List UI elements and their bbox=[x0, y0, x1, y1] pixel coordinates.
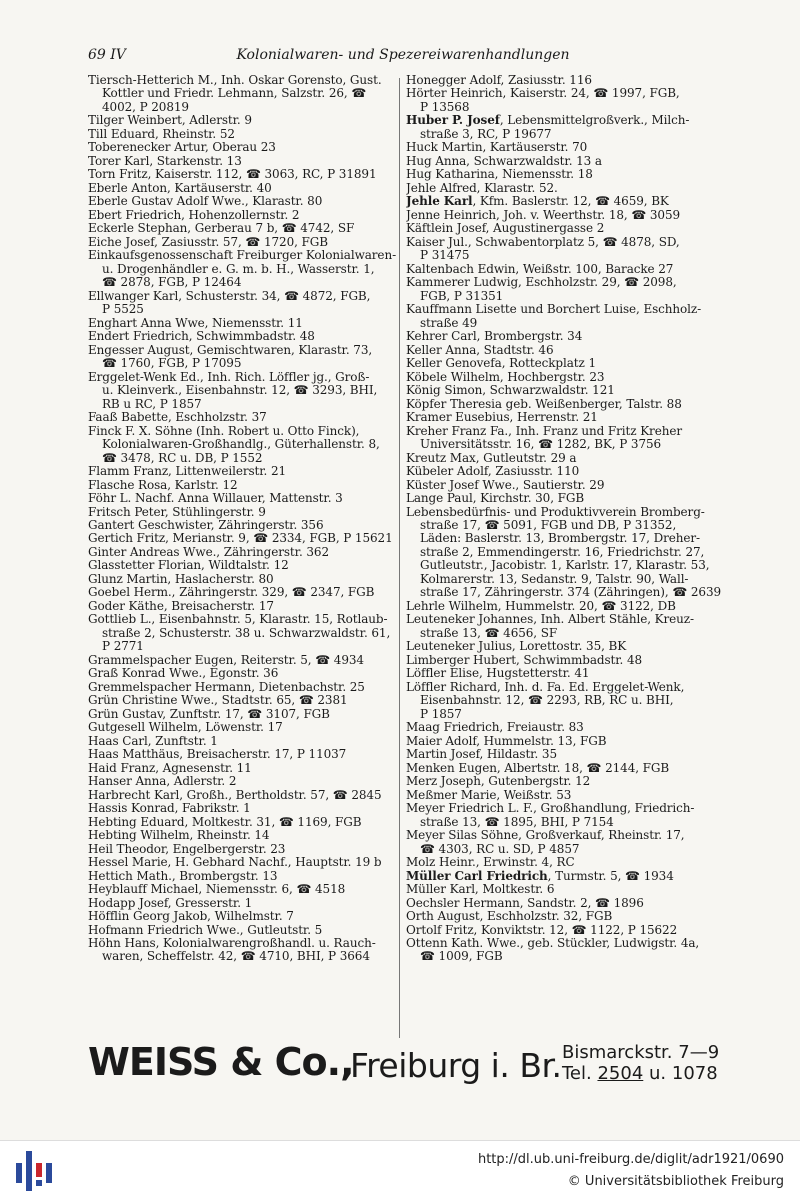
directory-entry: Torn Fritz, Kaiserstr. 112, ☎ 3063, RC, P 31891 bbox=[88, 168, 377, 182]
ad-address: Bismarckstr. 7—9 bbox=[562, 1042, 720, 1063]
directory-entry: straße 17, ☎ 5091, FGB und DB, P 31352, bbox=[420, 518, 677, 532]
directory-entry: Hessel Marie, H. Gebhard Nachf., Hauptstr. 19 b bbox=[88, 856, 382, 870]
directory-entry: Huber P. Josef, Lebensmittelgroßverk., Milch- bbox=[406, 114, 690, 128]
copyright-notice: © Universitätsbibliothek Freiburg bbox=[567, 1174, 784, 1189]
directory-entry: Käftlein Josef, Augustinergasse 2 bbox=[406, 222, 605, 236]
directory-entry: P 2771 bbox=[102, 640, 144, 654]
directory-entry: Maier Adolf, Hummelstr. 13, FGB bbox=[406, 734, 607, 748]
directory-entry: Höfflin Georg Jakob, Wilhelmstr. 7 bbox=[88, 910, 294, 924]
directory-entry: Grün Christine Wwe., Stadtstr. 65, ☎ 2381 bbox=[88, 694, 348, 708]
directory-entry: Gremmelspacher Hermann, Dietenbachstr. 25 bbox=[88, 680, 365, 694]
directory-entry: Toberenecker Artur, Oberau 23 bbox=[88, 141, 276, 155]
directory-entry: Jehle Alfred, Klarastr. 52. bbox=[406, 181, 558, 195]
directory-entry: straße 2, Schusterstr. 38 u. Schwarzwaldstr. 61, bbox=[102, 626, 391, 640]
directory-entry: Eberle Gustav Adolf Wwe., Klarastr. 80 bbox=[88, 195, 323, 209]
directory-entry: P 13568 bbox=[420, 100, 470, 114]
directory-entry: straße 3, RC, P 19677 bbox=[420, 127, 552, 141]
directory-entry: Tiersch-Hetterich M., Inh. Oskar Gorensto, Gust. bbox=[88, 74, 382, 87]
directory-entry: Kauffmann Lisette und Borchert Luise, Eschholz- bbox=[406, 303, 702, 317]
directory-entry: straße 2, Emmendingerstr. 16, Friedrichstr. 27, bbox=[420, 545, 705, 559]
directory-entry: Jehle Karl, Kfm. Baslerstr. 12, ☎ 4659, BK bbox=[406, 195, 669, 209]
directory-entry: Löffler Richard, Inh. d. Fa. Ed. Erggelet-Wenk, bbox=[406, 680, 685, 694]
directory-entry: Föhr L. Nachf. Anna Willauer, Mattenstr. 3 bbox=[88, 492, 343, 506]
directory-entry: Enghart Anna Wwe, Niemensstr. 11 bbox=[88, 316, 303, 330]
directory-entry: Kolmarerstr. 13, Sedanstr. 9, Talstr. 90, Wall- bbox=[420, 572, 689, 586]
directory-entry: Heyblauff Michael, Niemensstr. 6, ☎ 4518 bbox=[88, 883, 346, 897]
directory-entry: Flamm Franz, Littenweilerstr. 21 bbox=[88, 465, 287, 479]
directory-entry: Gutgesell Wilhelm, Löwenstr. 17 bbox=[88, 721, 283, 735]
directory-entry: Höhn Hans, Kolonialwarengroßhandl. u. Rauch- bbox=[88, 937, 376, 950]
directory-entry: Maag Friedrich, Freiaustr. 83 bbox=[406, 721, 584, 735]
directory-entry: Martin Josef, Hildastr. 35 bbox=[406, 748, 557, 762]
directory-entry: Meyer Silas Söhne, Großverkauf, Rheinstr. 17, bbox=[406, 829, 685, 843]
directory-entry: Gertich Fritz, Merianstr. 9, ☎ 2334, FGB, P 15621 bbox=[88, 532, 393, 546]
directory-entry: Ebert Friedrich, Hohenzollernstr. 2 bbox=[88, 208, 300, 222]
directory-entry: Hug Katharina, Niemensstr. 18 bbox=[406, 168, 593, 182]
left-directory-column bbox=[88, 74, 410, 964]
directory-entry: Küster Josef Wwe., Sautierstr. 29 bbox=[406, 478, 605, 492]
directory-entry: Oechsler Hermann, Sandstr. 2, ☎ 1896 bbox=[406, 896, 644, 910]
directory-entry: Fritsch Peter, Stühlingerstr. 9 bbox=[88, 505, 266, 519]
directory-entry: straße 13, ☎ 4656, SF bbox=[420, 626, 558, 640]
ad-city: Freiburg i. Br. bbox=[350, 1046, 562, 1085]
directory-entry: Orth August, Eschholzstr. 32, FGB bbox=[406, 910, 613, 924]
directory-entry: Erggelet-Wenk Ed., Inh. Rich. Löffler jg., Groß- bbox=[88, 370, 370, 384]
directory-entry: Kaiser Jul., Schwabentorplatz 5, ☎ 4878, SD, bbox=[406, 235, 680, 249]
directory-entry: P 1857 bbox=[420, 707, 462, 721]
directory-entry: Till Eduard, Rheinstr. 52 bbox=[88, 127, 235, 141]
directory-entry: Lehrle Wilhelm, Hummelstr. 20, ☎ 3122, DB bbox=[406, 599, 676, 613]
page-number: 69 IV bbox=[88, 47, 126, 63]
directory-entry: Löffler Elise, Hugstetterstr. 41 bbox=[406, 667, 590, 681]
directory-entry: Eisenbahnstr. 12, ☎ 2293, RB, RC u. BHI, bbox=[420, 694, 674, 708]
directory-entry: Limberger Hubert, Schwimmbadstr. 48 bbox=[406, 653, 643, 667]
directory-entry: Hassis Konrad, Fabrikstr. 1 bbox=[88, 802, 251, 816]
directory-entry: König Simon, Schwarzwaldstr. 121 bbox=[406, 384, 615, 398]
directory-entry: Läden: Baslerstr. 13, Brombergstr. 17, Dreher- bbox=[420, 532, 700, 546]
directory-entry: Lange Paul, Kirchstr. 30, FGB bbox=[406, 492, 585, 506]
directory-entry: RB u RC, P 1857 bbox=[102, 397, 202, 411]
directory-entry: Einkaufsgenossenschaft Freiburger Kolonialwaren- bbox=[88, 249, 397, 263]
directory-entry: P 5525 bbox=[102, 303, 144, 317]
directory-entry: Faaß Babette, Eschholzstr. 37 bbox=[88, 411, 267, 425]
directory-entry: Leuteneker Johannes, Inh. Albert Stähle, Kreuz- bbox=[406, 613, 694, 627]
directory-entry: Heil Theodor, Engelbergerstr. 23 bbox=[88, 842, 286, 856]
directory-entry: Meßmer Marie, Weißstr. 53 bbox=[406, 788, 572, 802]
directory-entry: Hebting Eduard, Moltkestr. 31, ☎ 1169, FGB bbox=[88, 815, 362, 829]
page-title: Kolonialwaren- und Spezereiwarenhandlungen bbox=[236, 47, 570, 63]
directory-entry: ☎ 1760, FGB, P 17095 bbox=[102, 357, 242, 371]
directory-entry: Köbele Wilhelm, Hochbergstr. 23 bbox=[406, 370, 605, 384]
directory-entry: 4002, P 20819 bbox=[102, 100, 189, 114]
directory-entry: Glasstetter Florian, Wildtalstr. 12 bbox=[88, 559, 289, 573]
directory-entry: Hörter Heinrich, Kaiserstr. 24, ☎ 1997, FGB, bbox=[406, 87, 680, 101]
directory-entry: Kehrer Carl, Brombergstr. 34 bbox=[406, 330, 583, 344]
column-divider bbox=[399, 78, 400, 1038]
directory-entry: Torer Karl, Starkenstr. 13 bbox=[88, 154, 242, 168]
advertisement bbox=[88, 1040, 728, 1088]
directory-entry: Kottler und Friedr. Lehmann, Salzstr. 26, ☎ bbox=[102, 87, 367, 101]
directory-entry: Hebting Wilhelm, Rheinstr. 14 bbox=[88, 829, 270, 843]
directory-entry: Kaltenbach Edwin, Weißstr. 100, Baracke 27 bbox=[406, 262, 674, 276]
directory-entry: Molz Heinr., Erwinstr. 4, RC bbox=[406, 856, 575, 870]
directory-entry: Gantert Geschwister, Zähringerstr. 356 bbox=[88, 518, 324, 532]
page-header bbox=[88, 44, 718, 66]
directory-entry: straße 13, ☎ 1895, BHI, P 7154 bbox=[420, 815, 614, 829]
directory-entry: Grün Gustav, Zunftstr. 17, ☎ 3107, FGB bbox=[88, 707, 330, 721]
directory-entry: Gottlieb L., Eisenbahnstr. 5, Klarastr. 15, Rotlaub- bbox=[88, 613, 388, 627]
directory-entry: P 31475 bbox=[420, 249, 470, 263]
directory-entry: Hodapp Josef, Gresserstr. 1 bbox=[88, 896, 253, 910]
directory-entry: Haid Franz, Agnesenstr. 11 bbox=[88, 761, 252, 775]
directory-entry: Tilger Weinbert, Adlerstr. 9 bbox=[88, 114, 252, 128]
directory-entry: Hanser Anna, Adlerstr. 2 bbox=[88, 775, 237, 789]
directory-entry: Kolonialwaren-Großhandlg., Güterhallenstr. 8, bbox=[102, 438, 380, 452]
directory-entry: Flasche Rosa, Karlstr. 12 bbox=[88, 478, 238, 492]
directory-entry: Goder Käthe, Breisacherstr. 17 bbox=[88, 599, 274, 613]
directory-entry: Ottenn Kath. Wwe., geb. Stückler, Ludwigstr. 4a, bbox=[406, 937, 700, 950]
directory-entry: FGB, P 31351 bbox=[420, 289, 504, 303]
directory-entry: Kreher Franz Fa., Inh. Franz und Fritz Kreher bbox=[406, 424, 682, 438]
directory-entry: Meyer Friedrich L. F., Großhandlung, Friedrich- bbox=[406, 802, 695, 816]
directory-entry: Keller Anna, Stadtstr. 46 bbox=[406, 343, 554, 357]
directory-entry: straße 17, Zähringerstr. 374 (Zähringen), ☎ 2639 bbox=[420, 586, 722, 600]
directory-entry: u. Drogenhändler e. G. m. b. H., Wasserstr. 1, bbox=[102, 262, 375, 276]
ad-tel-number: 2504 bbox=[597, 1063, 644, 1084]
permalink-url[interactable]: http://dl.ub.uni-freiburg.de/diglit/adr1921/0690 bbox=[477, 1152, 784, 1167]
ad-contact bbox=[562, 1042, 719, 1084]
directory-entry: Eiche Josef, Zasiusstr. 57, ☎ 1720, FGB bbox=[88, 235, 328, 249]
directory-entry: Graß Konrad Wwe., Egonstr. 36 bbox=[88, 667, 279, 681]
ad-telephone bbox=[562, 1063, 719, 1084]
ad-tel-prefix: Tel. bbox=[562, 1063, 592, 1084]
directory-entry: Kreutz Max, Gutleutstr. 29 a bbox=[406, 451, 577, 465]
viewer-footer bbox=[0, 1140, 800, 1198]
directory-entry: Keller Genovefa, Rotteckplatz 1 bbox=[406, 357, 596, 371]
right-directory-column bbox=[406, 74, 728, 964]
directory-entry: Gutleutstr., Jacobistr. 1, Karlstr. 17, Klarastr. 53, bbox=[420, 559, 710, 573]
directory-entry: Ellwanger Karl, Schusterstr. 34, ☎ 4872, FGB, bbox=[88, 289, 371, 303]
directory-entry: Kammerer Ludwig, Eschholzstr. 29, ☎ 2098, bbox=[406, 276, 677, 290]
directory-entry: Huck Martin, Kartäuserstr. 70 bbox=[406, 141, 588, 155]
directory-entry: Kübeler Adolf, Zasiusstr. 110 bbox=[406, 465, 580, 479]
directory-entry: Köpfer Theresia geb. Weißenberger, Talstr. 88 bbox=[406, 397, 682, 411]
directory-entry: Engesser August, Gemischtwaren, Klarastr. 73, bbox=[88, 343, 373, 357]
directory-entry: Ginter Andreas Wwe., Zähringerstr. 362 bbox=[88, 545, 329, 559]
directory-entry: Kramer Eusebius, Herrenstr. 21 bbox=[406, 411, 598, 425]
directory-entry: Jenne Heinrich, Joh. v. Weerthstr. 18, ☎ 3059 bbox=[406, 208, 681, 222]
directory-entry: Endert Friedrich, Schwimmbadstr. 48 bbox=[88, 330, 315, 344]
university-library-logo-icon bbox=[14, 1147, 54, 1195]
directory-entry: Hug Anna, Schwarzwaldstr. 13 a bbox=[406, 154, 602, 168]
directory-entry: Eberle Anton, Kartäuserstr. 40 bbox=[88, 181, 272, 195]
directory-entry: Finck F. X. Söhne (Inh. Robert u. Otto Finck), bbox=[88, 424, 360, 438]
ad-tel-suffix: u. 1078 bbox=[649, 1063, 718, 1084]
directory-entry: u. Kleinverk., Eisenbahnstr. 12, ☎ 3293, BHI, bbox=[102, 384, 378, 398]
directory-entry: Haas Matthäus, Breisacherstr. 17, P 11037 bbox=[88, 748, 347, 762]
directory-entry: Ortolf Fritz, Konviktstr. 12, ☎ 1122, P 15622 bbox=[406, 923, 678, 937]
directory-entry: ☎ 4303, RC u. SD, P 4857 bbox=[420, 842, 580, 856]
directory-entry: Merz Joseph, Gutenbergstr. 12 bbox=[406, 775, 591, 789]
directory-entry: waren, Scheffelstr. 42, ☎ 4710, BHI, P 3664 bbox=[102, 950, 370, 964]
directory-entry: ☎ 2878, FGB, P 12464 bbox=[102, 276, 242, 290]
directory-entry: Goebel Herm., Zähringerstr. 329, ☎ 2347, FGB bbox=[88, 586, 375, 600]
directory-entry: Lebensbedürfnis- und Produktivverein Bromberg- bbox=[406, 505, 705, 519]
directory-entry: Hettich Math., Brombergstr. 13 bbox=[88, 869, 278, 883]
directory-entry: Menken Eugen, Albertstr. 18, ☎ 2144, FGB bbox=[406, 761, 670, 775]
directory-entry: straße 49 bbox=[420, 316, 478, 330]
directory-entry: Grammelspacher Eugen, Reiterstr. 5, ☎ 4934 bbox=[88, 653, 364, 667]
directory-entry: Haas Carl, Zunftstr. 1 bbox=[88, 734, 218, 748]
directory-entry: Müller Carl Friedrich, Turmstr. 5, ☎ 1934 bbox=[406, 869, 674, 883]
directory-entry: Universitätsstr. 16, ☎ 1282, BK, P 3756 bbox=[420, 438, 662, 452]
directory-entry: ☎ 1009, FGB bbox=[420, 950, 503, 964]
directory-entry: Glunz Martin, Haslacherstr. 80 bbox=[88, 572, 274, 586]
directory-entry: Harbrecht Karl, Großh., Bertholdstr. 57, ☎ 2845 bbox=[88, 788, 382, 802]
directory-entry: Müller Karl, Moltkestr. 6 bbox=[406, 883, 555, 897]
directory-entry: Eckerle Stephan, Gerberau 7 b, ☎ 4742, SF bbox=[88, 222, 355, 236]
directory-entry: ☎ 3478, RC u. DB, P 1552 bbox=[102, 451, 263, 465]
directory-entry: Leuteneker Julius, Lorettostr. 35, BK bbox=[406, 640, 627, 654]
directory-entry: Hofmann Friedrich Wwe., Gutleutstr. 5 bbox=[88, 923, 323, 937]
ad-brand-name: WEISS & Co., bbox=[88, 1040, 354, 1084]
directory-entry: Honegger Adolf, Zasiusstr. 116 bbox=[406, 74, 592, 87]
